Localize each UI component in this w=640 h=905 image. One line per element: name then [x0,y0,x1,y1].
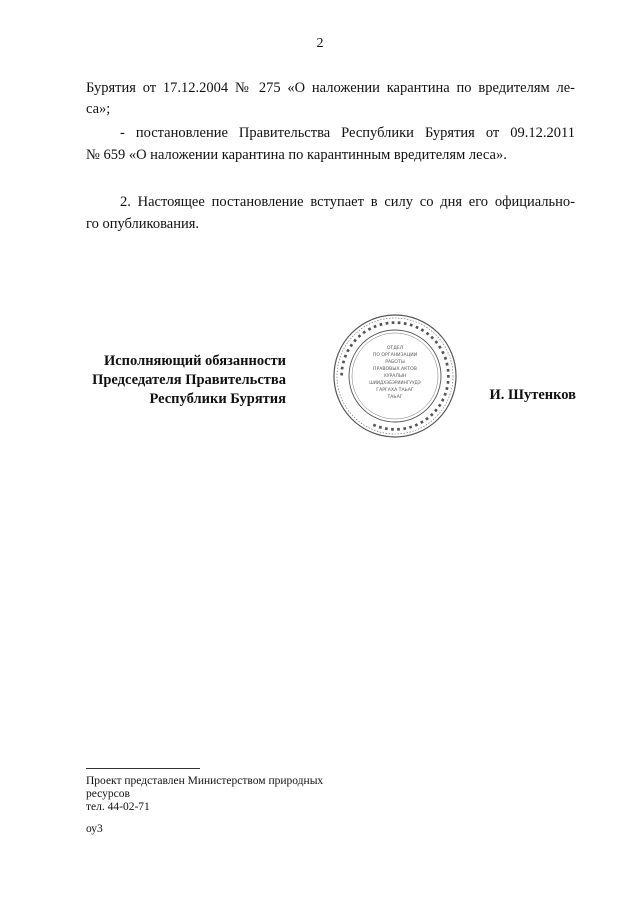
stamp-text: РАБОТЫ [385,360,405,365]
signature-title-line: Республики Бурятия [149,391,286,407]
body-line: 2. Настоящее постановление вступает в силу со дня его официально- [120,194,575,210]
stamp-text: ОТДЕЛ [386,346,404,351]
stamp-text: ПО ОРГАНИЗАЦИИ [372,353,418,358]
body-line: Бурятия от 17.12.2004 № 275 «О наложении карантина по вредителям ле- [86,80,575,96]
body-line: № 659 «О наложении карантина по карантинным вредителям леса». [86,147,507,163]
footnote-code: оу3 [86,823,103,835]
body-line: са»; [86,101,111,117]
signature-title-line: Исполняющий обязанности [103,353,286,369]
footnote-phone: тел. 44-02-71 [86,801,150,813]
footnote-divider [86,768,200,769]
stamp-text: ТАЬАГ [387,395,403,400]
stamp-text: ГАРГАХА ТАЬАГ [376,388,414,393]
footnote-line: Проект представлен Министерством природных [86,775,324,787]
signature-title [40,352,286,409]
stamp-text: ШИИДХЭБЭРИИНГУУДЭ [369,380,421,385]
svg-text:▪ ▪ ▪ ▪ ▪ ▪ ▪ ▪ ▪ ▪ ▪ ▪ ▪ ▪ ▪: ▪ ▪ ▪ ▪ ▪ ▪ ▪ ▪ ▪ ▪ ▪ ▪ ▪ ▪ ▪ ▪ ▪ ▪ ▪ ▪ ▪ ▪ ▪ ▪ ▪ ▪ ▪ ▪ ▪ ▪ ▪ ▪ ▪ ▪ ▪ ▪ ▪ ▪ ▪ ▪ ▪ ▪ ▪ ▪ ▪ [338,319,452,433]
stamp-text: ПРАВОВЫХ АКТОВ [373,367,417,372]
stamp-text: ХУРАЛЫН [383,374,407,379]
footnote-line: ресурсов [86,788,130,800]
signature-title-line: Председателя Правительства [92,372,286,388]
body-line: го опубликования. [86,216,200,232]
page-number: 2 [316,36,324,51]
signer-name: И. Шутенков [489,387,576,403]
official-seal-stamp [332,313,458,439]
body-line: - постановление Правительства Республики Бурятия от 09.12.2011 [120,125,575,141]
